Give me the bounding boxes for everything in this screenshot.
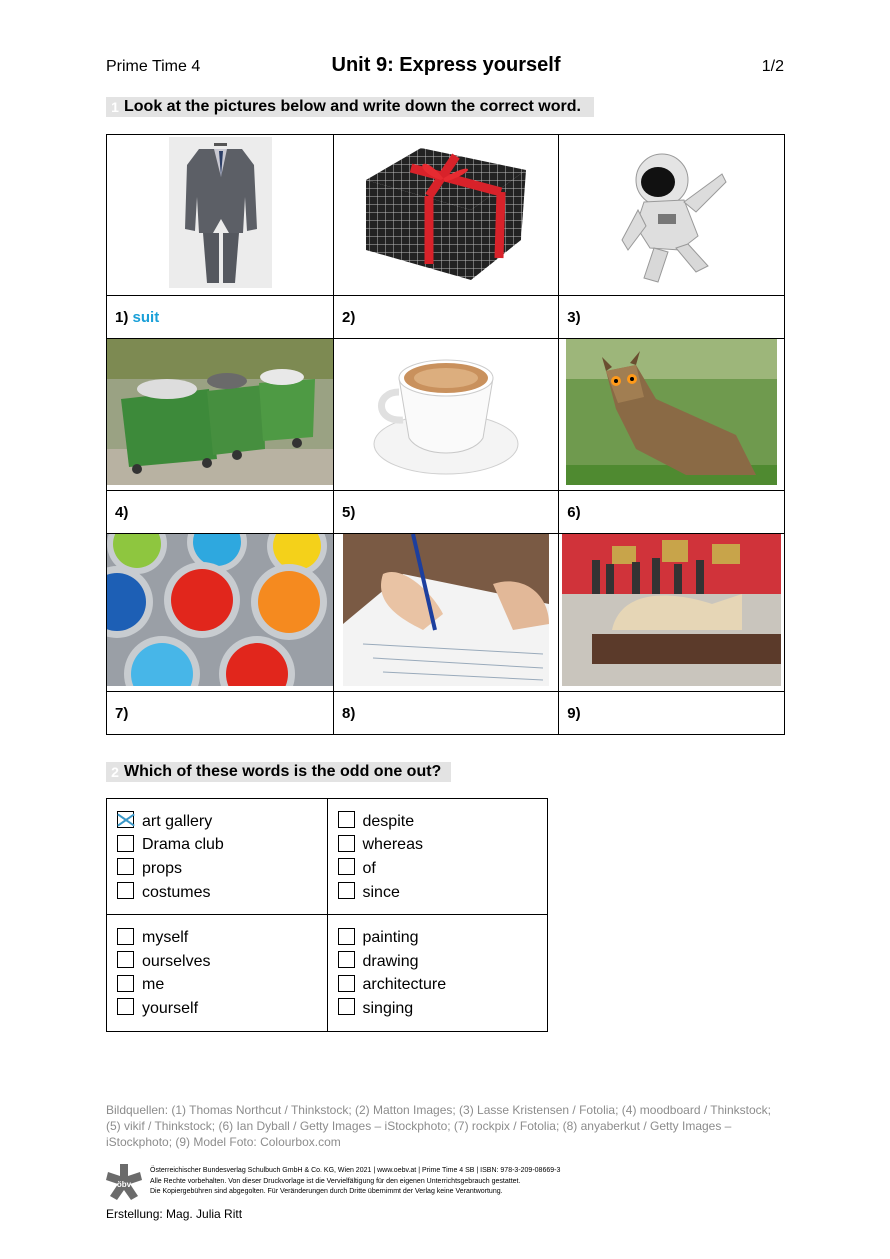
image-sources: Bildquellen: (1) Thomas Northcut / Thinkstock; (2) Matton Images; (3) Lasse Kristensen / Fotolia; (4) moodboard / Thinkstock; (5) vikif / Thinkstock; (6) Ian Dyball / Getty Images – iStockphoto; (7) rockpix / Fotolia; (8) anyaberkut / Getty Images – iStockphoto; (9) Model Foto: Colourbox.com xyxy=(106,1103,771,1149)
picture-cell-1 xyxy=(107,135,334,296)
option-art-gallery[interactable] xyxy=(117,810,327,834)
answer-cell-6[interactable] xyxy=(559,491,785,534)
option-label: yourself xyxy=(142,999,199,1017)
picture-cell-7 xyxy=(107,534,334,692)
option-yourself[interactable] xyxy=(117,997,327,1021)
book-title: Prime Time 4 xyxy=(106,58,201,75)
astronaut-photo xyxy=(614,140,729,286)
option-label: whereas xyxy=(362,836,423,854)
checkbox-checked[interactable] xyxy=(117,811,134,828)
answer-text-1[interactable]: suit xyxy=(132,308,160,326)
option-label: of xyxy=(362,859,376,877)
option-costumes[interactable] xyxy=(117,881,327,905)
publisher-notice xyxy=(150,1166,560,1198)
option-since[interactable] xyxy=(338,881,548,905)
option-label: me xyxy=(142,976,165,994)
task2-instruction: Which of these words is the odd one out? xyxy=(124,763,442,780)
option-whereas[interactable] xyxy=(338,834,548,858)
option-label: architecture xyxy=(362,976,447,994)
checkbox[interactable] xyxy=(117,835,134,852)
logo-text: öbv xyxy=(116,1180,132,1189)
option-despite[interactable] xyxy=(338,810,548,834)
answer-cell-4[interactable] xyxy=(107,491,334,534)
picture-cell-5 xyxy=(334,339,559,491)
task1-number: 1 xyxy=(111,99,119,115)
task1-instruction: Look at the pictures below and write down the correct word. xyxy=(124,98,581,115)
answer-cell-1[interactable] xyxy=(107,296,334,339)
picture-cell-4 xyxy=(107,339,334,491)
picture-cell-9 xyxy=(559,534,785,692)
option-singing[interactable] xyxy=(338,997,548,1021)
answer-label-3: 3) xyxy=(567,308,581,326)
option-painting[interactable] xyxy=(338,926,548,950)
option-label: costumes xyxy=(142,883,211,901)
checkbox[interactable] xyxy=(338,951,355,968)
picture-grid xyxy=(106,134,785,735)
checkbox[interactable] xyxy=(338,998,355,1015)
option-label: drawing xyxy=(362,952,419,970)
gift-box-photo xyxy=(361,140,531,286)
checkbox[interactable] xyxy=(338,928,355,945)
writing-hand-photo xyxy=(343,534,549,686)
answer-cell-9[interactable] xyxy=(559,692,785,735)
option-drama-club[interactable] xyxy=(117,834,327,858)
page-title: Unit 9: Express yourself xyxy=(331,54,561,76)
option-label: painting xyxy=(362,929,419,947)
option-myself[interactable] xyxy=(117,926,327,950)
checkbox[interactable] xyxy=(117,858,134,875)
checkbox[interactable] xyxy=(338,975,355,992)
answer-cell-3[interactable] xyxy=(559,296,785,339)
task2-number: 2 xyxy=(111,764,119,780)
option-label: singing xyxy=(362,999,414,1017)
word-group-1 xyxy=(107,799,328,915)
answer-label-4: 4) xyxy=(115,503,129,521)
option-props[interactable] xyxy=(117,857,327,881)
owl-photo xyxy=(566,339,777,485)
word-group-4 xyxy=(327,915,548,1031)
picture-cell-2 xyxy=(334,135,559,296)
option-label: myself xyxy=(142,929,189,947)
option-drawing[interactable] xyxy=(338,950,548,974)
option-ourselves[interactable] xyxy=(117,950,327,974)
answer-label-5: 5) xyxy=(342,503,356,521)
answer-label-2: 2) xyxy=(342,308,356,326)
rubbish-bins-photo xyxy=(107,339,333,485)
answer-label-7: 7) xyxy=(115,704,129,722)
word-group-3 xyxy=(107,915,328,1031)
answer-cell-2[interactable] xyxy=(334,296,559,339)
answer-cell-8[interactable] xyxy=(334,692,559,735)
option-label: despite xyxy=(362,812,415,830)
option-me[interactable] xyxy=(117,974,327,998)
coffee-cup-photo xyxy=(371,342,521,482)
option-label: Drama club xyxy=(142,836,224,854)
option-architecture[interactable] xyxy=(338,974,548,998)
word-group-2 xyxy=(327,799,548,915)
checkbox[interactable] xyxy=(338,811,355,828)
museum-statue-photo xyxy=(562,534,781,686)
page-number: 1/2 xyxy=(761,58,784,75)
checkbox[interactable] xyxy=(338,858,355,875)
picture-cell-3 xyxy=(559,135,785,296)
answer-label-8: 8) xyxy=(342,704,356,722)
checkbox[interactable] xyxy=(117,998,134,1015)
odd-one-out-table xyxy=(106,798,548,1032)
option-label: since xyxy=(362,883,400,901)
answer-label-9: 9) xyxy=(567,704,581,722)
checkbox[interactable] xyxy=(338,835,355,852)
option-label: ourselves xyxy=(142,952,211,970)
option-of[interactable] xyxy=(338,857,548,881)
task1-heading xyxy=(106,97,594,117)
checkbox[interactable] xyxy=(117,928,134,945)
checkbox[interactable] xyxy=(338,882,355,899)
picture-cell-6 xyxy=(559,339,785,491)
answer-cell-5[interactable] xyxy=(334,491,559,534)
publisher-line-3: Die Kopiergebühren sind abgegolten. Für Veränderungen durch Dritte übernimmt der Verlag keine Verantwortung. xyxy=(150,1188,503,1195)
checkbox[interactable] xyxy=(117,951,134,968)
task2-heading xyxy=(106,762,451,782)
suit-photo xyxy=(169,137,272,288)
publisher-line-2: Alle Rechte vorbehalten. Von dieser Druckvorlage ist die Vervielfältigung für den eigenen Unterrichtsgebrauch gestattet. xyxy=(150,1177,521,1185)
author-credit: Erstellung: Mag. Julia Ritt xyxy=(106,1207,243,1221)
paint-tins-photo xyxy=(107,534,333,686)
checkbox[interactable] xyxy=(117,975,134,992)
answer-label-6: 6) xyxy=(567,503,581,521)
answer-label-1: 1) xyxy=(115,308,129,326)
oebv-logo-icon xyxy=(106,1164,142,1200)
checkbox[interactable] xyxy=(117,882,134,899)
page-header xyxy=(106,54,786,80)
option-label: art gallery xyxy=(142,812,213,830)
option-label: props xyxy=(142,859,183,877)
picture-cell-8 xyxy=(334,534,559,692)
publisher-line-1: Österreichischer Bundesverlag Schulbuch GmbH & Co. KG, Wien 2021 | www.oebv.at | Prime Time 4 SB | ISBN: 978-3-209-08669-3 xyxy=(150,1167,561,1174)
answer-cell-7[interactable] xyxy=(107,692,334,735)
